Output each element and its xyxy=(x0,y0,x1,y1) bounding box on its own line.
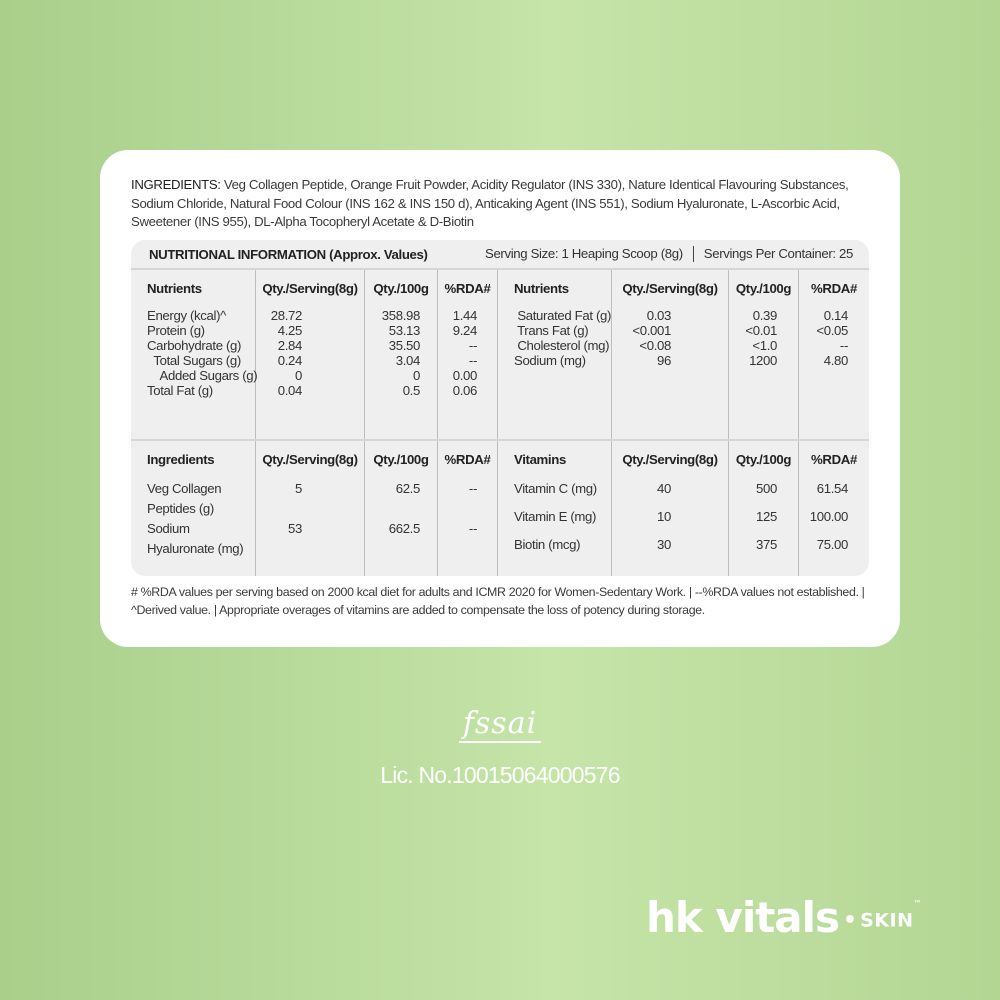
column-header: Qty./100g xyxy=(373,452,429,467)
table-cell: Total Fat (g) xyxy=(147,383,213,398)
table-cell: 0.14 xyxy=(823,308,848,323)
table-column xyxy=(498,270,612,439)
table-column xyxy=(131,441,256,576)
table-column xyxy=(438,441,498,576)
table-cell: Protein (g) xyxy=(147,323,205,338)
nutrients-section xyxy=(131,270,869,441)
table-cell: 40 xyxy=(657,481,671,496)
table-column xyxy=(365,441,438,576)
table-column xyxy=(365,270,438,439)
table-cell xyxy=(365,499,437,519)
table-cell: Biotin (mcg) xyxy=(514,537,581,552)
table-cell: Total Sugars (g) xyxy=(147,353,241,368)
table-cell: 4.80 xyxy=(823,353,848,368)
table-cell: Energy (kcal)^ xyxy=(147,308,226,323)
table-cell: 500 xyxy=(756,481,777,496)
table-cell: 125 xyxy=(756,509,777,524)
table-title: NUTRITIONAL INFORMATION (Approx. Values) xyxy=(149,246,428,262)
column-header: Nutrients xyxy=(147,281,202,296)
table-cell: <1.0 xyxy=(752,338,777,353)
table-cell: <0.08 xyxy=(639,338,671,353)
ingredients-text: INGREDIENTS: Veg Collagen Peptide, Orange Fruit Powder, Acidity Regulator (INS 330), Nature Identical Flavouring Substances, Sodium Chloride, Natural Food Colour (INS 162 & INS 150 d), Anticaking Agent (INS 551), Sodium Hyaluronate, L-Ascorbic Acid, Sweetener (INS 955), DL-Alpha Tocopheryl Acetate & D-Biotin xyxy=(131,177,849,229)
table-cell: -- xyxy=(468,481,477,496)
table-cell: <0.01 xyxy=(745,323,777,338)
license-number: Lic. No.10015064000576 xyxy=(380,762,620,788)
table-cell: 61.54 xyxy=(816,481,848,496)
column-header: Qty./Serving(8g) xyxy=(622,281,718,296)
servings-per-container: Servings Per Container: 25 xyxy=(703,245,853,261)
table-cell: 0.04 xyxy=(277,383,302,398)
serving-size: Serving Size: 1 Heaping Scoop (8g) xyxy=(485,245,683,261)
table-column xyxy=(256,441,365,576)
table-cell: Cholesterol (mg) xyxy=(514,338,610,353)
table-cell: 5 xyxy=(295,481,302,496)
table-cell xyxy=(438,539,497,559)
table-cell: 9.24 xyxy=(452,323,477,338)
table-cell: 30 xyxy=(657,537,671,552)
column-header: %RDA# xyxy=(444,281,491,296)
column-header: Qty./100g xyxy=(735,452,792,467)
table-cell: 0.03 xyxy=(646,308,671,323)
table-column xyxy=(131,270,256,439)
table-cell: 10 xyxy=(657,509,671,524)
table-cell: 375 xyxy=(756,537,777,552)
table-cell: -- xyxy=(468,353,477,368)
table-cell xyxy=(256,539,364,559)
table-column xyxy=(729,270,799,439)
table-cell: -- xyxy=(839,338,848,353)
table-column xyxy=(256,270,365,439)
table-cell: 2.84 xyxy=(277,338,302,353)
table-cell: Trans Fat (g) xyxy=(514,323,589,338)
table-column xyxy=(612,270,729,439)
table-cell: 0.06 xyxy=(452,383,477,398)
table-cell: Added Sugars (g) xyxy=(147,368,258,383)
table-column xyxy=(612,441,729,576)
table-column xyxy=(799,270,869,439)
table-cell: Vitamin C (mg) xyxy=(514,481,597,496)
table-cell: 0 xyxy=(413,368,420,383)
column-header: Qty./Serving(8g) xyxy=(262,281,358,296)
column-header: Qty./100g xyxy=(735,281,792,296)
column-header: %RDA# xyxy=(444,452,491,467)
table-column xyxy=(498,441,612,576)
table-cell: Sodium xyxy=(147,521,190,536)
table-cell: Vitamin E (mg) xyxy=(514,509,597,524)
table-cell: Veg Collagen xyxy=(147,481,222,496)
table-cell: 35.50 xyxy=(388,338,420,353)
table-cell: 4.25 xyxy=(277,323,302,338)
table-cell: 662.5 xyxy=(388,521,420,536)
footnote: # %RDA values per serving based on 2000 kcal diet for adults and ICMR 2020 for Women-Sedentary Work. | --%RDA values not established. | ^Derived value. | Appropriate overages of vitamins are added to compensate the loss of potency during storage. xyxy=(131,585,865,617)
ingredients-vitamins-section xyxy=(131,441,869,576)
table-cell: 53.13 xyxy=(388,323,420,338)
table-cell: 358.98 xyxy=(381,308,420,323)
divider xyxy=(693,246,694,262)
column-header: Nutrients xyxy=(514,281,569,296)
table-cell: -- xyxy=(468,521,477,536)
table-column xyxy=(729,441,799,576)
table-column xyxy=(799,441,869,576)
table-cell: 1.44 xyxy=(452,308,477,323)
table-cell: 0.39 xyxy=(752,308,777,323)
table-cell: Carbohydrate (g) xyxy=(147,338,242,353)
table-cell: 0.5 xyxy=(402,383,420,398)
table-header xyxy=(131,240,869,270)
table-cell: 3.04 xyxy=(395,353,420,368)
table-cell: 96 xyxy=(657,353,671,368)
table-cell: Hyaluronate (mg) xyxy=(147,541,244,556)
table-cell: 1200 xyxy=(749,353,777,368)
column-header: Ingredients xyxy=(147,452,215,467)
table-cell: Peptides (g) xyxy=(147,501,214,516)
column-header: Qty./100g xyxy=(373,281,429,296)
table-cell: -- xyxy=(468,338,477,353)
table-cell: 0.00 xyxy=(452,368,477,383)
table-column xyxy=(438,270,498,439)
nutrition-card xyxy=(100,150,900,647)
brand-logo: hk vitals • SKIN™ xyxy=(646,893,921,942)
table-cell: 53 xyxy=(288,521,302,536)
column-header: Qty./Serving(8g) xyxy=(262,452,358,467)
column-header: %RDA# xyxy=(811,281,857,296)
table-cell: Saturated Fat (g) xyxy=(514,308,612,323)
table-cell: 100.00 xyxy=(809,509,848,524)
nutrition-table xyxy=(131,240,869,576)
table-cell: 62.5 xyxy=(395,481,420,496)
table-cell: Sodium (mg) xyxy=(514,353,586,368)
fssai-logo: fssai xyxy=(0,706,1000,741)
table-cell xyxy=(365,539,437,559)
column-header: Qty./Serving(8g) xyxy=(622,452,718,467)
table-cell: 75.00 xyxy=(816,537,848,552)
column-header: Vitamins xyxy=(514,452,566,467)
table-cell xyxy=(256,499,364,519)
table-cell: 0 xyxy=(295,368,302,383)
table-cell: 0.24 xyxy=(277,353,302,368)
column-header: %RDA# xyxy=(811,452,857,467)
table-cell: <0.001 xyxy=(632,323,671,338)
table-cell xyxy=(438,499,497,519)
table-cell: <0.05 xyxy=(816,323,848,338)
table-cell: 28.72 xyxy=(270,308,302,323)
